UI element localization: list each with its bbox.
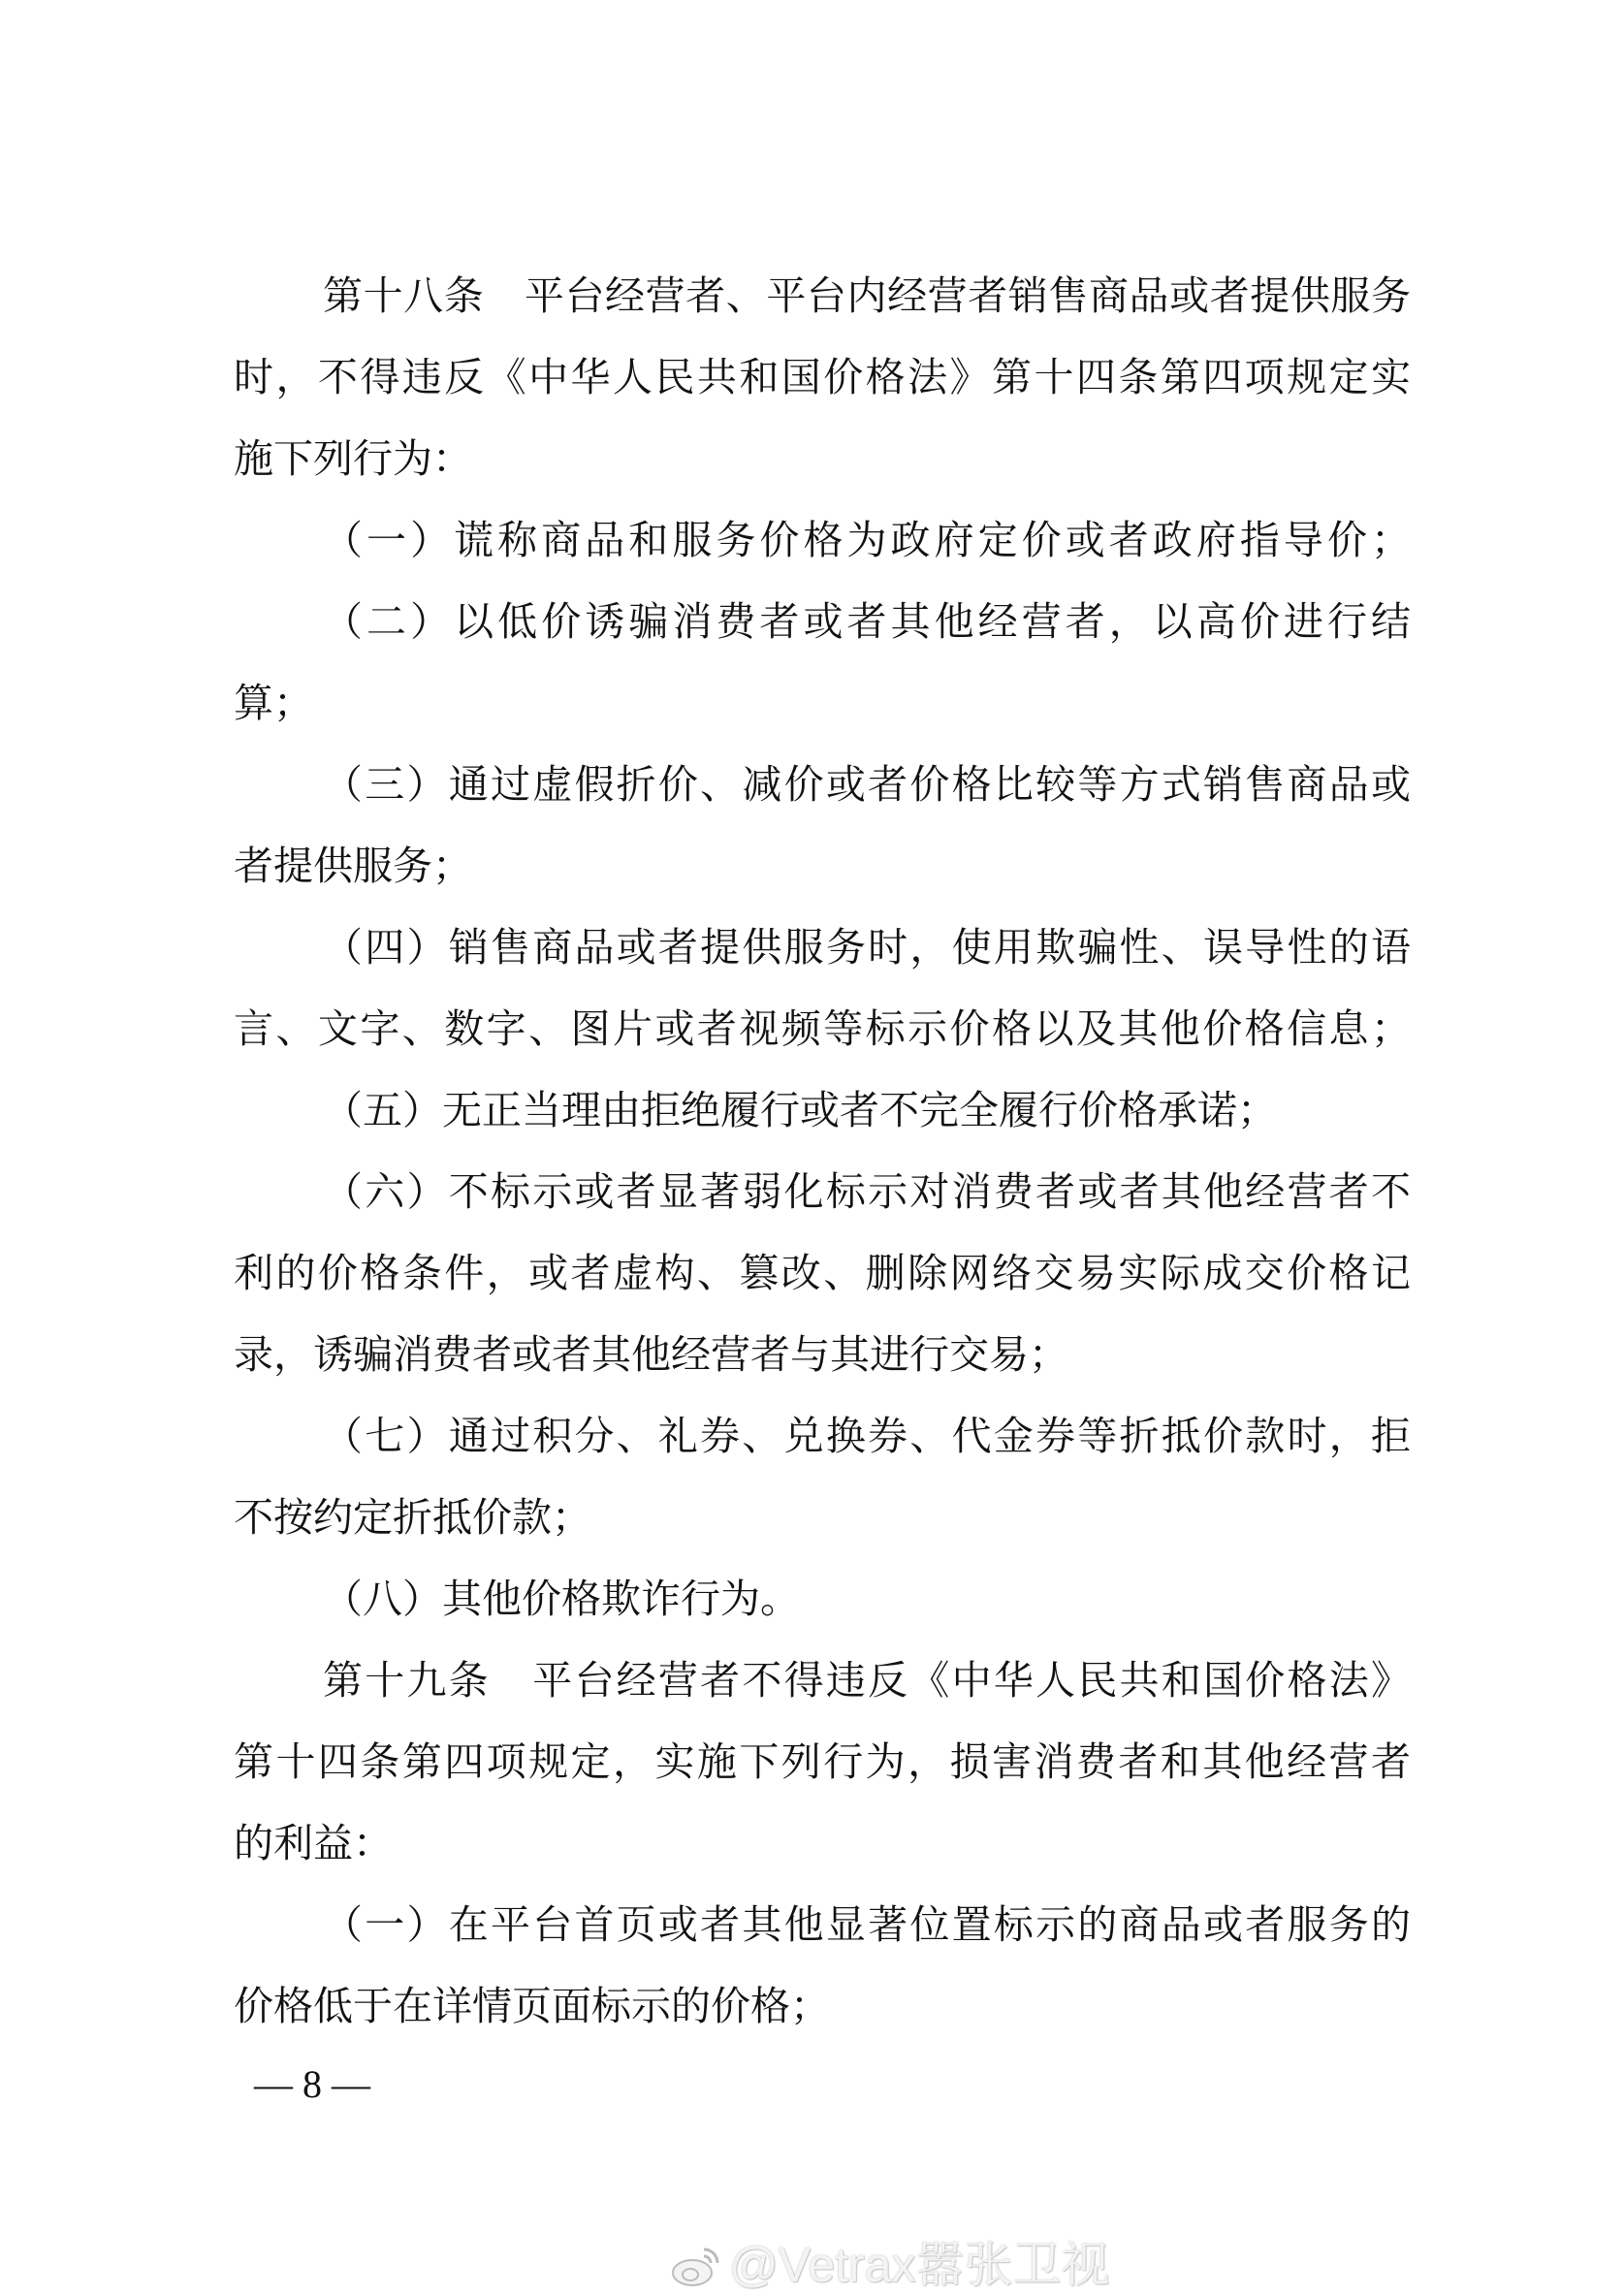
text-line: （七）通过积分、礼券、兑换券、代金券等折抵价款时，拒 — [323, 1413, 1411, 1459]
text-line: （一）谎称商品和服务价格为政府定价或者政府指导价； — [323, 517, 1411, 563]
text-line: 第十四条第四项规定，实施下列行为，损害消费者和其他经营者 — [234, 1738, 1411, 1785]
text-line: （一）在平台首页或者其他显著位置标示的商品或者服务的 — [323, 1901, 1411, 1948]
text-line: （六）不标示或者显著弱化标示对消费者或者其他经营者不 — [323, 1168, 1411, 1215]
weibo-logo-icon — [669, 2242, 723, 2288]
text-line: 时，不得违反《中华人民共和国价格法》第十四条第四项规定实 — [234, 354, 1411, 400]
text-line: 的利益： — [234, 1820, 393, 1866]
text-line: 录，诱骗消费者或者其他经营者与其进行交易； — [234, 1331, 1068, 1378]
text-line: （五）无正当理由拒绝履行或者不完全履行价格承诺； — [323, 1087, 1277, 1133]
text-line: （三）通过虚假折价、减价或者价格比较等方式销售商品或 — [323, 761, 1411, 808]
text-line: 价格低于在详情页面标示的价格； — [234, 1983, 830, 2029]
watermark — [669, 2236, 1110, 2294]
text-line: 第十八条 平台经营者、平台内经营者销售商品或者提供服务 — [323, 272, 1411, 319]
text-line: （四）销售商品或者提供服务时，使用欺骗性、误导性的语 — [323, 924, 1411, 971]
text-line: 不按约定折抵价款； — [234, 1494, 591, 1541]
text-line: 利的价格条件，或者虚构、篡改、删除网络交易实际成交价格记 — [234, 1250, 1411, 1296]
text-line: 施下列行为： — [234, 435, 472, 482]
text-line: 者提供服务； — [234, 843, 472, 889]
text-line: 算； — [234, 680, 313, 726]
text-line: （二）以低价诱骗消费者或者其他经营者，以高价进行结 — [323, 598, 1411, 645]
text-line: （八）其他价格欺诈行为。 — [323, 1576, 800, 1622]
text-line: 第十九条 平台经营者不得违反《中华人民共和国价格法》 — [323, 1657, 1411, 1704]
page-number: — 8 — — [254, 2062, 370, 2106]
text-line: 言、文字、数字、图片或者视频等标示价格以及其他价格信息； — [234, 1005, 1411, 1052]
document-body — [234, 255, 1411, 2047]
watermark-text: @Vetrax嚣张卫视 — [729, 2238, 1110, 2292]
